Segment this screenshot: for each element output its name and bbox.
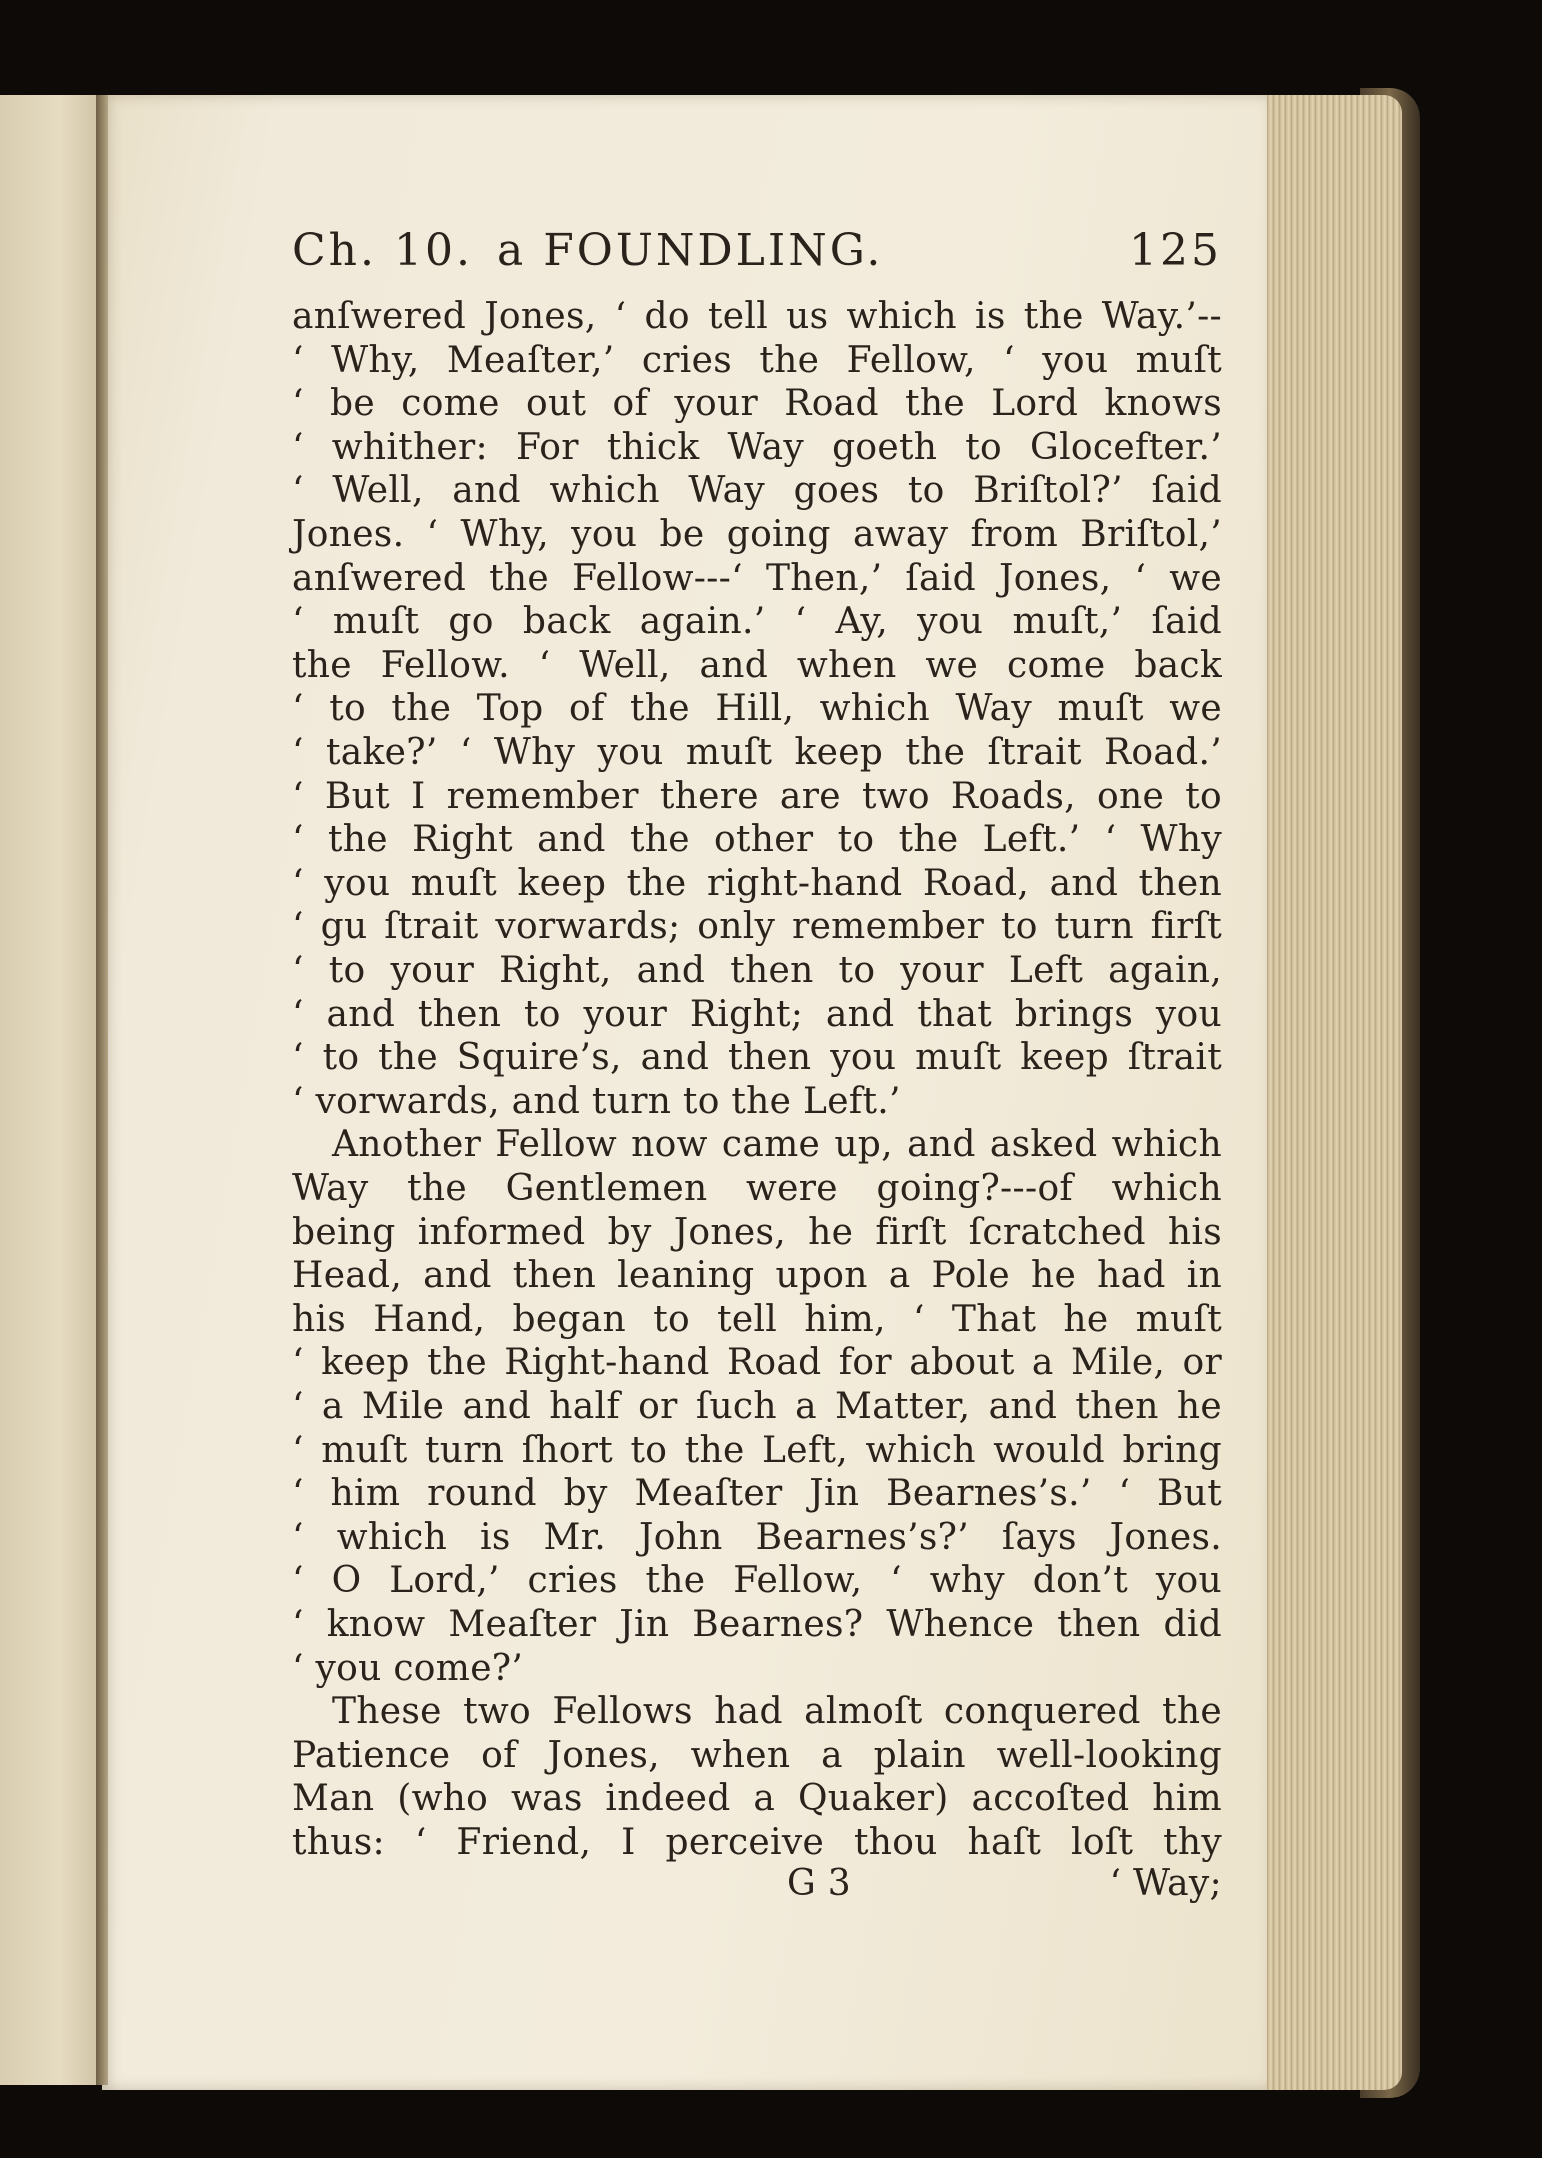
text-line: ‘ O Lord,’ cries the Fellow, ‘ why don’t you xyxy=(292,1560,1222,1602)
page-block-edge xyxy=(1262,95,1402,2090)
running-title: a FOUNDLING. xyxy=(497,225,884,276)
text-line: ‘ be come out of your Road the Lord knows xyxy=(292,383,1222,425)
text-line: anſwered Jones, ‘ do tell us which is the Way.’-- xyxy=(292,296,1222,337)
text-line: his Hand, began to tell him, ‘ That he muſt xyxy=(292,1298,1222,1340)
text-line: Head, and then leaning upon a Pole he had in xyxy=(292,1255,1222,1297)
text-line: Another Fellow now came up, and asked which xyxy=(332,1124,1222,1166)
text-line: ‘ Why, Meaſter,’ cries the Fellow, ‘ you muſt xyxy=(292,339,1222,381)
text-line: Patience of Jones, when a plain well-looking xyxy=(292,1734,1222,1776)
text-line: ‘ know Meaſter Jin Bearnes? Whence then did xyxy=(292,1604,1222,1645)
text-line: ‘ you muſt keep the right-hand Road, and then xyxy=(292,862,1222,904)
text-line: thus: ‘ Friend, I perceive thou haſt loſt thy xyxy=(292,1822,1222,1863)
running-header xyxy=(292,225,1222,285)
right-page xyxy=(102,95,1267,2090)
text-line: ‘ vorwards, and turn to the Left.’ xyxy=(292,1080,901,1122)
text-line: ‘ to your Right, and then to your Left again, xyxy=(292,950,1222,991)
page-number: 125 xyxy=(1129,225,1222,276)
chapter-label: Ch. 10. xyxy=(292,225,473,276)
text-line: ‘ him round by Meaſter Jin Bearnes’s.’ ‘ But xyxy=(292,1473,1222,1515)
text-line: Way the Gentlemen were going?---of which xyxy=(292,1168,1222,1209)
text-line: These two Fellows had almoſt conquered the xyxy=(332,1691,1222,1733)
text-line: ‘ whither: For thick Way goeth to Glocefter.’ xyxy=(292,426,1222,468)
text-line: Man (who was indeed a Quaker) accoſted him xyxy=(292,1778,1222,1820)
text-line: ‘ a Mile and half or ſuch a Matter, and then he xyxy=(292,1386,1222,1427)
text-line: ‘ muſt go back again.’ ‘ Ay, you muſt,’ ſaid xyxy=(292,601,1222,643)
text-line: ‘ But I remember there are two Roads, one to xyxy=(292,775,1222,817)
text-line: ‘ keep the Right-hand Road for about a Mile, or xyxy=(292,1342,1222,1384)
text-line: ‘ take?’ ‘ Why you muſt keep the ſtrait Road.’ xyxy=(292,732,1222,773)
text-line: Jones. ‘ Why, you be going away from Briſtol,’ xyxy=(292,514,1222,555)
page-footer xyxy=(292,1863,1222,1913)
text-line: ‘ the Right and the other to the Left.’ ‘ Why xyxy=(292,819,1222,861)
text-line: the Fellow. ‘ Well, and when we come back xyxy=(292,644,1222,686)
text-line: ‘ Well, and which Way goes to Briſtol?’ ſaid xyxy=(292,470,1222,512)
text-line: ‘ to the Squire’s, and then you muſt keep ſtrait xyxy=(292,1037,1222,1079)
text-line: ‘ you come?’ xyxy=(292,1647,524,1689)
text-line: ‘ to the Top of the Hill, which Way muſt we xyxy=(292,688,1222,730)
book-gutter xyxy=(96,95,108,2085)
text-line: being informed by Jones, he firſt ſcratched his xyxy=(292,1211,1222,1253)
text-line: ‘ muſt turn ſhort to the Left, which would bring xyxy=(292,1429,1222,1471)
text-line: anſwered the Fellow---‘ Then,’ ſaid Jones, ‘ we xyxy=(292,557,1222,599)
signature-mark: G 3 xyxy=(787,1863,852,1904)
text-line: ‘ and then to your Right; and that brings you xyxy=(292,993,1222,1035)
text-line: ‘ which is Mr. John Bearnes’s?’ ſays Jones. xyxy=(292,1516,1222,1558)
catchword: ‘ Way; xyxy=(1109,1863,1222,1904)
left-page-edge xyxy=(0,95,103,2085)
text-line: ‘ gu ſtrait vorwards; only remember to turn firſt xyxy=(292,906,1222,948)
